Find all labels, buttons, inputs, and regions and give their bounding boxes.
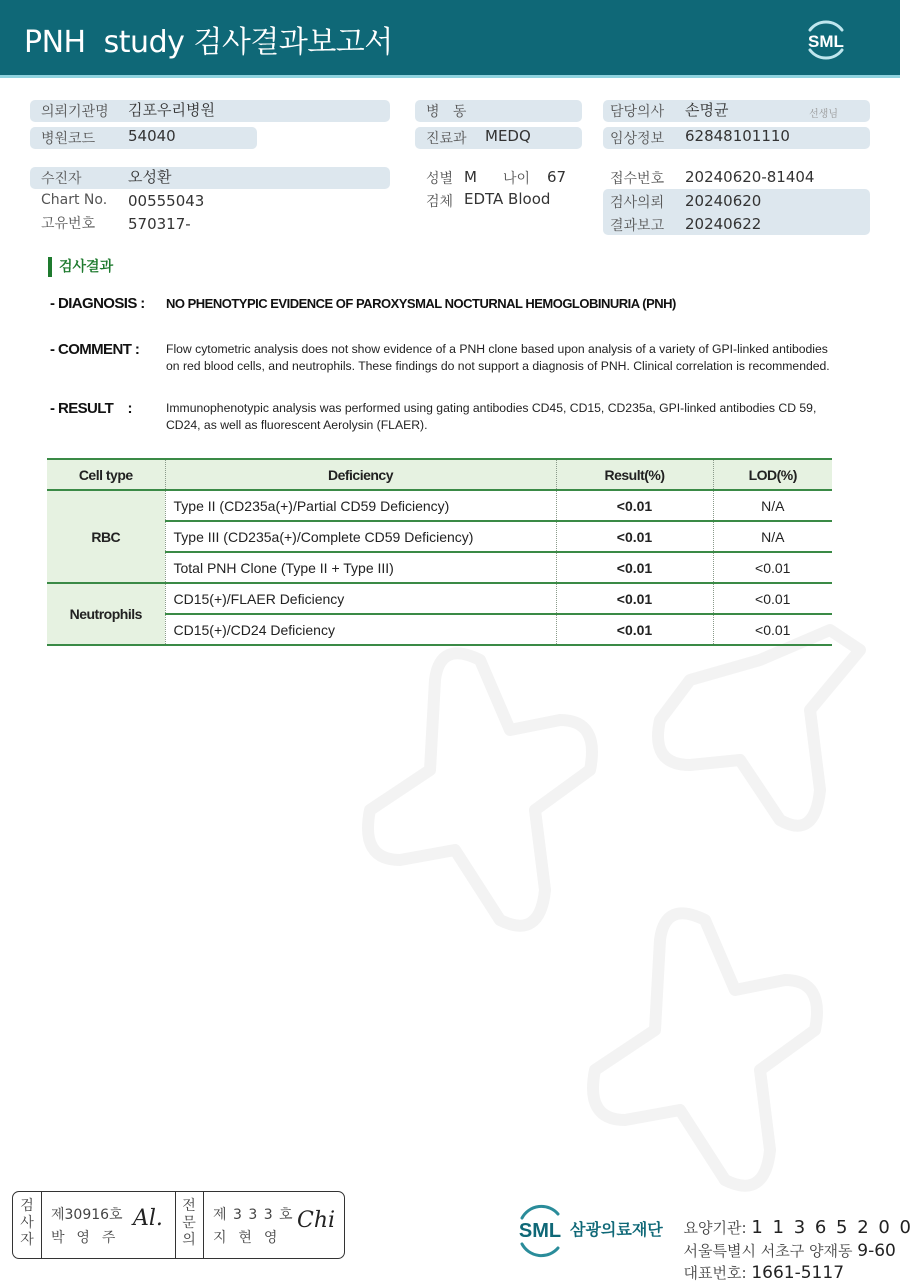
- chart-no-value: 00555043: [128, 192, 205, 210]
- doctor-suffix: 선생님: [809, 109, 838, 120]
- result-cell: <0.01: [556, 521, 713, 552]
- receipt-no-label: 접수번호: [610, 171, 665, 187]
- lod-cell: N/A: [713, 490, 832, 521]
- divider: [203, 1192, 204, 1258]
- table-row: [47, 552, 832, 583]
- deficiency-cell: Total PNH Clone (Type II + Type III): [165, 552, 556, 583]
- deficiency-cell: Type II (CD235a(+)/Partial CD59 Deficiency): [165, 490, 556, 521]
- col-header-lod: LOD(%): [713, 459, 832, 490]
- divider: [41, 1192, 42, 1258]
- patient-field: [30, 167, 390, 189]
- signature-box: [12, 1191, 345, 1259]
- specialist-license: 제 3 3 3 호: [213, 1207, 294, 1223]
- section-title: 검사결과: [48, 257, 113, 277]
- patient-value: 오성환: [128, 168, 172, 186]
- department-label: 진료과: [426, 131, 467, 147]
- col-header-cell-type: Cell type: [47, 459, 165, 490]
- table-header-row: [47, 459, 832, 490]
- sex-value: M: [464, 168, 477, 186]
- specialist-name: 지 현 영: [213, 1230, 279, 1246]
- clinical-info-label: 임상정보: [610, 131, 665, 147]
- specimen-label: 검체: [426, 194, 454, 210]
- ward-label: 병 동: [426, 104, 467, 120]
- result-cell: <0.01: [556, 490, 713, 521]
- specialist-signature: Chi: [297, 1208, 336, 1233]
- specimen-value: EDTA Blood: [464, 190, 551, 208]
- footer-license: 요양기관: 1 1 3 6 5 2 0 0: [683, 1217, 913, 1238]
- institution-value: 김포우리병원: [128, 101, 215, 119]
- report-header: [0, 0, 900, 78]
- lod-cell: <0.01: [713, 583, 832, 614]
- unique-no-label: 고유번호: [41, 216, 96, 232]
- lod-cell: N/A: [713, 521, 832, 552]
- divider: [175, 1192, 176, 1258]
- age-value: 67: [547, 168, 567, 186]
- doctor-label: 담당의사: [610, 104, 665, 120]
- table-row: [47, 521, 832, 552]
- deficiency-cell: CD15(+)/CD24 Deficiency: [165, 614, 556, 645]
- examiner-signature: Al.: [133, 1206, 163, 1231]
- col-header-result: Result(%): [556, 459, 713, 490]
- sex-label: 성별: [426, 171, 454, 187]
- specialist-label: 전 문 의: [182, 1198, 196, 1248]
- result-cell: <0.01: [556, 583, 713, 614]
- table-row: [47, 614, 832, 645]
- lod-cell: <0.01: [713, 552, 832, 583]
- examiner-label: 검 사 자: [20, 1198, 34, 1248]
- sml-footer-logo-icon: [510, 1200, 570, 1260]
- results-table: [47, 458, 832, 646]
- diagnosis-text: NO PHENOTYPIC EVIDENCE OF PAROXYSMAL NOCTURNAL HEMOGLOBINURIA (PNH): [166, 296, 676, 311]
- result-cell: <0.01: [556, 552, 713, 583]
- department-value: MEDQ: [485, 127, 531, 145]
- deficiency-cell: Type III (CD235a(+)/Complete CD59 Deficiency): [165, 521, 556, 552]
- unique-no-value: 570317-: [128, 215, 191, 233]
- footer-address: 서울특별시 서초구 양재동 9-60: [683, 1241, 896, 1261]
- hospital-code-label: 병원코드: [41, 131, 96, 147]
- sml-logo-icon: [798, 12, 854, 68]
- cell-type-rbc: RBC: [47, 490, 165, 583]
- footer-phone: 대표번호: 1661-5117: [683, 1263, 845, 1283]
- comment-label: - COMMENT :: [50, 341, 140, 358]
- doctor-value: 손명균: [685, 101, 729, 119]
- patient-label: 수진자: [41, 171, 82, 187]
- request-date-value: 20240620: [685, 192, 762, 210]
- receipt-no-value: 20240620-81404: [685, 168, 815, 186]
- diagnosis-label: - DIAGNOSIS :: [50, 295, 145, 312]
- result-text: Immunophenotypic analysis was performed using gating antibodies CD45, CD15, CD235a, GPI-linked antibodies CD 59, CD24, as well as fluorescent Aerolysin (FLAER).: [166, 401, 817, 432]
- institution-label: 의뢰기관명: [41, 104, 109, 120]
- age-label: 나이: [503, 171, 531, 187]
- svg-text:SML: SML: [518, 1220, 562, 1242]
- table-row: [47, 490, 832, 521]
- lod-cell: <0.01: [713, 614, 832, 645]
- footer-brand: 삼광의료재단: [570, 1220, 663, 1239]
- watermark-cross-icon: [360, 620, 900, 1100]
- result-cell: <0.01: [556, 614, 713, 645]
- examiner-name: 박 영 주: [51, 1230, 117, 1246]
- col-header-deficiency: Deficiency: [165, 459, 556, 490]
- table-row: [47, 583, 832, 614]
- report-date-value: 20240622: [685, 215, 762, 233]
- deficiency-cell: CD15(+)/FLAER Deficiency: [165, 583, 556, 614]
- hospital-code-value: 54040: [128, 127, 176, 145]
- report-title: PNH study 검사결과보고서: [24, 25, 393, 60]
- request-date-label: 검사의뢰: [610, 195, 665, 211]
- svg-text:SML: SML: [808, 32, 844, 51]
- report-date-label: 결과보고: [610, 218, 665, 234]
- comment-text: Flow cytometric analysis does not show evidence of a PNH clone based upon analysis of a variety of GPI-linked antibodies on red blood cells, and neutrophils. These findings do not support a diagnosis of PNH. Clinical correlation is recommended.: [166, 342, 830, 373]
- cell-type-neutrophils: Neutrophils: [47, 583, 165, 645]
- clinical-info-value: 62848101110: [685, 127, 790, 145]
- result-label: - RESULT :: [50, 400, 132, 417]
- chart-no-label: Chart No.: [41, 192, 108, 208]
- examiner-license: 제30916호: [51, 1207, 123, 1223]
